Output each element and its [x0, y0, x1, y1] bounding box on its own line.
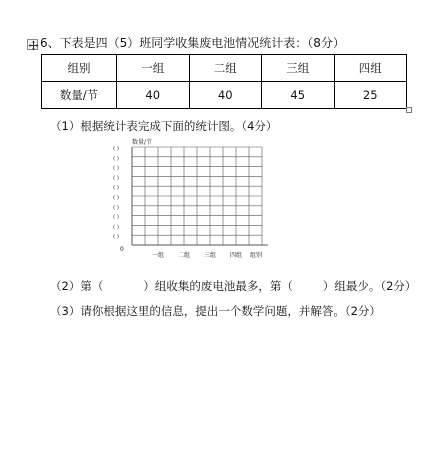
y-tick-label: ( ): [113, 234, 120, 241]
y-tick-label: ( ): [113, 175, 120, 182]
table-resize-handle[interactable]: [406, 107, 412, 113]
part-3-text: （3）请你根据这里的信息，提出一个数学问题，并解答。（2分）: [50, 304, 381, 318]
part-1-text: （1）根据统计表完成下面的统计图。（4分）: [50, 119, 278, 133]
y-tick-label: ( ): [113, 155, 120, 162]
part-2-text: [50, 278, 416, 294]
y-tick-label: ( ): [113, 165, 120, 172]
y-tick-label: ( ): [113, 204, 120, 211]
table-row: [42, 82, 407, 109]
table-cell: 45: [262, 82, 335, 109]
x-axis-label: 组别: [250, 252, 263, 259]
question-title: 6、下表是四（5）班同学收集废电池情况统计表：（8分）: [40, 36, 345, 50]
bar-chart: [108, 135, 268, 263]
table-cell: 40: [189, 82, 262, 109]
table-cell: 二组: [189, 55, 262, 82]
table-cell: 组别: [42, 55, 117, 82]
table-cell: 25: [334, 82, 407, 109]
y-tick-label: ( ): [113, 224, 120, 231]
part-2-text-b: ）组收集的废电池最多，第（: [143, 279, 293, 293]
y-tick-label: ( ): [113, 214, 120, 221]
table-cell: 三组: [262, 55, 335, 82]
x-tick-label: 一组: [151, 252, 165, 259]
table-move-handle-icon[interactable]: [27, 39, 38, 50]
statistics-table: [41, 54, 407, 109]
x-tick-label: 四组: [229, 252, 243, 259]
x-tick-label: 二组: [177, 252, 191, 259]
origin-label: 0: [120, 246, 124, 253]
y-tick-label: ( ): [113, 185, 120, 192]
table-cell: 数量/节: [42, 82, 117, 109]
table-cell: 一组: [117, 55, 190, 82]
y-axis-label: 数量/节: [132, 139, 153, 146]
part-2-text-c: ）组最少。（2分）: [322, 279, 417, 293]
table-cell: 四组: [334, 55, 407, 82]
y-tick-label: ( ): [113, 195, 120, 201]
table-cell: 40: [117, 82, 190, 109]
table-header-row: [42, 55, 407, 82]
y-tick-label: ( ): [113, 146, 120, 152]
x-tick-label: 三组: [203, 252, 217, 259]
part-2-text-a: （2）第（: [50, 279, 104, 293]
